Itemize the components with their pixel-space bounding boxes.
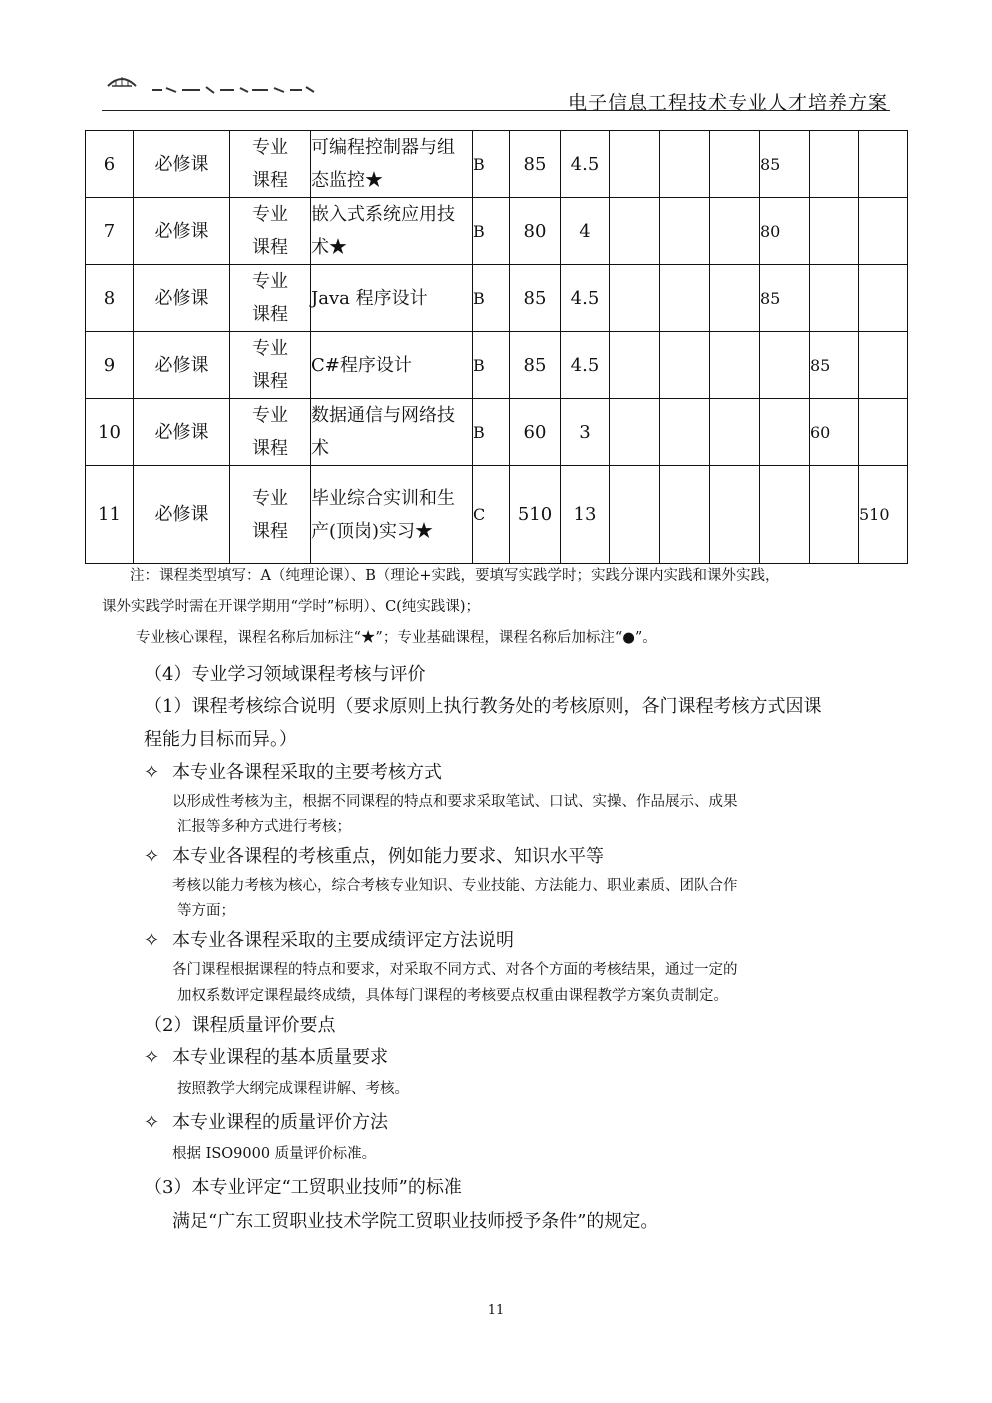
semester-6-hours-cell xyxy=(859,198,908,265)
bullet-5-text: 根据 ISO9000 质量评价标准。 xyxy=(172,1146,377,1162)
semester-5-hours-cell: 85 xyxy=(810,332,859,399)
semester-3-hours-cell xyxy=(710,265,760,332)
semester-4-hours-cell: 80 xyxy=(760,198,810,265)
semester-1-hours-cell xyxy=(610,131,660,198)
diamond-bullet-icon: ✧ xyxy=(144,762,160,783)
course-name-cell: 毕业综合实训和生产(顶岗)实习★ xyxy=(311,466,473,564)
course-name-cell: 数据通信与网络技术 xyxy=(311,399,473,466)
semester-3-hours-cell xyxy=(710,399,760,466)
section-1-title-b: 程能力目标而异。） xyxy=(144,729,297,750)
page-number: 11 xyxy=(487,1303,505,1318)
row-number-cell: 10 xyxy=(86,399,134,466)
bullet-2-text-a: 考核以能力考核为核心，综合考核专业知识、专业技能、方法能力、职业素质、团队合作 xyxy=(172,878,738,894)
semester-2-hours-cell xyxy=(660,131,710,198)
semester-2-hours-cell xyxy=(660,198,710,265)
note-line-1: 注：课程类型填写：A（纯理论课）、B（理论+实践，要填写实践学时；实践分课内实践和课外实践， xyxy=(130,568,780,584)
section-3-title: （3）本专业评定“工贸职业技师”的标准 xyxy=(144,1177,462,1198)
course-name-cell: 可编程控制器与组态监控★ xyxy=(311,131,473,198)
diamond-bullet-icon: ✧ xyxy=(144,846,160,867)
note-line-2: 课外实践学时需在开课学期用“学时”标明）、C(纯实践课)； xyxy=(102,599,480,615)
course-kind-cell: B xyxy=(473,131,510,198)
bullet-5 xyxy=(144,1108,388,1134)
semester-5-hours-cell xyxy=(810,131,859,198)
section-3-text: 满足“广东工贸职业技术学院工贸职业技师授予条件”的规定。 xyxy=(172,1211,659,1232)
course-credit-cell: 3 xyxy=(561,399,610,466)
semester-6-hours-cell xyxy=(859,399,908,466)
table-row xyxy=(86,131,908,198)
diamond-bullet-icon: ✧ xyxy=(144,1112,160,1133)
course-name-cell: C#程序设计 xyxy=(311,332,473,399)
row-number-cell: 7 xyxy=(86,198,134,265)
course-hours-cell: 85 xyxy=(510,265,561,332)
semester-1-hours-cell xyxy=(610,399,660,466)
semester-4-hours-cell xyxy=(760,399,810,466)
course-type-label: 专业课程 xyxy=(252,271,288,325)
diamond-bullet-icon: ✧ xyxy=(144,1047,160,1068)
semester-6-hours-cell xyxy=(859,265,908,332)
course-type-cell xyxy=(230,198,311,265)
course-name-cell: Java 程序设计 xyxy=(311,265,473,332)
semester-3-hours-cell xyxy=(710,131,760,198)
table-row xyxy=(86,198,908,265)
bullet-1-title: 本专业各课程采取的主要考核方式 xyxy=(172,762,442,783)
course-category-cell: 必修课 xyxy=(134,332,230,399)
semester-6-hours-cell xyxy=(859,332,908,399)
bullet-3-title: 本专业各课程采取的主要成绩评定方法说明 xyxy=(172,930,514,951)
course-hours-cell: 510 xyxy=(510,466,561,564)
row-number-cell: 11 xyxy=(86,466,134,564)
semester-4-hours-cell: 85 xyxy=(760,131,810,198)
page-header xyxy=(102,70,892,112)
course-name-cell: 嵌入式系统应用技术★ xyxy=(311,198,473,265)
bullet-4-title: 本专业课程的基本质量要求 xyxy=(172,1047,388,1068)
course-type-label: 专业课程 xyxy=(252,405,288,459)
course-kind-cell: C xyxy=(473,466,510,564)
semester-4-hours-cell: 85 xyxy=(760,265,810,332)
course-category-cell: 必修课 xyxy=(134,131,230,198)
row-number-cell: 8 xyxy=(86,265,134,332)
course-type-cell xyxy=(230,265,311,332)
semester-2-hours-cell xyxy=(660,265,710,332)
table-row xyxy=(86,265,908,332)
course-type-cell xyxy=(230,332,311,399)
course-type-label: 专业课程 xyxy=(252,338,288,392)
semester-1-hours-cell xyxy=(610,332,660,399)
row-number-cell: 9 xyxy=(86,332,134,399)
course-credit-cell: 4.5 xyxy=(561,265,610,332)
semester-5-hours-cell: 60 xyxy=(810,399,859,466)
semester-3-hours-cell xyxy=(710,198,760,265)
semester-1-hours-cell xyxy=(610,466,660,564)
row-number-cell: 6 xyxy=(86,131,134,198)
semester-2-hours-cell xyxy=(660,466,710,564)
course-kind-cell: B xyxy=(473,399,510,466)
bullet-4 xyxy=(144,1043,388,1069)
course-type-cell xyxy=(230,466,311,564)
course-type-label: 专业课程 xyxy=(252,137,288,191)
course-credit-cell: 4.5 xyxy=(561,131,610,198)
bullet-3 xyxy=(144,926,514,952)
bullet-4-text: 按照教学大纲完成课程讲解、考核。 xyxy=(177,1081,409,1097)
semester-6-hours-cell xyxy=(859,131,908,198)
semester-5-hours-cell xyxy=(810,265,859,332)
semester-5-hours-cell xyxy=(810,198,859,265)
semester-5-hours-cell xyxy=(810,466,859,564)
course-kind-cell: B xyxy=(473,265,510,332)
semester-1-hours-cell xyxy=(610,265,660,332)
course-hours-cell: 85 xyxy=(510,332,561,399)
course-hours-cell: 60 xyxy=(510,399,561,466)
course-table-body xyxy=(86,131,908,564)
course-hours-cell: 85 xyxy=(510,131,561,198)
table-row xyxy=(86,332,908,399)
course-credit-cell: 4 xyxy=(561,198,610,265)
school-logo xyxy=(102,70,332,100)
bullet-2 xyxy=(144,842,604,868)
course-table xyxy=(85,130,908,564)
section-4-title: （4）专业学习领域课程考核与评价 xyxy=(144,664,426,685)
bullet-3-text-b: 加权系数评定课程最终成绩，具体每门课程的考核要点权重由课程教学方案负责制定。 xyxy=(177,988,728,1004)
table-row xyxy=(86,466,908,564)
course-kind-cell: B xyxy=(473,332,510,399)
document-title: 电子信息工程技术专业人才培养方案 xyxy=(567,92,888,114)
semester-4-hours-cell xyxy=(760,332,810,399)
course-category-cell: 必修课 xyxy=(134,466,230,564)
semester-3-hours-cell xyxy=(710,332,760,399)
course-category-cell: 必修课 xyxy=(134,198,230,265)
bullet-1 xyxy=(144,758,442,784)
bullet-2-text-b: 等方面； xyxy=(177,903,235,919)
course-type-cell xyxy=(230,399,311,466)
note-line-3: 专业核心课程，课程名称后加标注“★”；专业基础课程，课程名称后加标注“●”。 xyxy=(136,630,657,646)
course-hours-cell: 80 xyxy=(510,198,561,265)
semester-3-hours-cell xyxy=(710,466,760,564)
table-row xyxy=(86,399,908,466)
semester-1-hours-cell xyxy=(610,198,660,265)
course-credit-cell: 4.5 xyxy=(561,332,610,399)
section-1-title-a: （1）课程考核综合说明（要求原则上执行教务处的考核原则，各门课程考核方式因课 xyxy=(144,696,822,717)
semester-2-hours-cell xyxy=(660,332,710,399)
course-kind-cell: B xyxy=(473,198,510,265)
course-category-cell: 必修课 xyxy=(134,265,230,332)
semester-4-hours-cell xyxy=(760,466,810,564)
course-type-cell xyxy=(230,131,311,198)
diamond-bullet-icon: ✧ xyxy=(144,930,160,951)
course-credit-cell: 13 xyxy=(561,466,610,564)
course-category-cell: 必修课 xyxy=(134,399,230,466)
semester-6-hours-cell: 510 xyxy=(859,466,908,564)
bullet-1-text-b: 汇报等多种方式进行考核； xyxy=(177,819,351,835)
bullet-1-text-a: 以形成性考核为主，根据不同课程的特点和要求采取笔试、口试、实操、作品展示、成果 xyxy=(172,794,738,810)
course-type-label: 专业课程 xyxy=(252,487,288,542)
header-divider xyxy=(102,110,890,111)
bullet-5-title: 本专业课程的质量评价方法 xyxy=(172,1112,388,1133)
bullet-3-text-a: 各门课程根据课程的特点和要求，对采取不同方式、对各个方面的考核结果，通过一定的 xyxy=(172,962,738,978)
section-2-title: （2）课程质量评价要点 xyxy=(144,1015,336,1036)
bullet-2-title: 本专业各课程的考核重点，例如能力要求、知识水平等 xyxy=(172,846,604,867)
course-type-label: 专业课程 xyxy=(252,204,288,258)
semester-2-hours-cell xyxy=(660,399,710,466)
